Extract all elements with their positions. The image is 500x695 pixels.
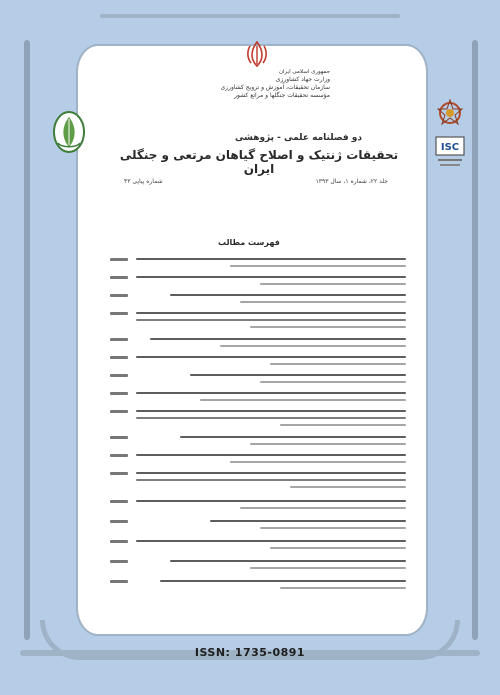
- toc-authors: [200, 399, 406, 401]
- isc-text: ISC: [440, 142, 460, 153]
- toc-authors: [260, 283, 406, 285]
- issue-info: جلد ۲۲، شماره ۱، سال ۱۳۹۳: [315, 178, 388, 185]
- serial-number: شماره پیاپی ۴۳: [124, 178, 163, 185]
- isc-logo-icon: [430, 95, 470, 215]
- toc-entry: [136, 454, 406, 456]
- toc-entry: [170, 294, 406, 296]
- frame-top-line: [100, 14, 400, 18]
- toc-authors: [230, 461, 406, 463]
- toc-authors: [220, 345, 406, 347]
- toc-authors: [250, 443, 406, 445]
- toc-entry: [170, 560, 406, 562]
- toc-page-number: [110, 560, 128, 563]
- toc-authors: [240, 301, 406, 303]
- toc-authors: [230, 265, 406, 267]
- toc-authors: [270, 547, 406, 549]
- header-institute: مؤسسه تحقیقات جنگلها و مراتع کشور: [234, 92, 330, 99]
- header-organization: سازمان تحقیقات، آموزش و ترویج کشاورزی: [220, 84, 330, 91]
- journal-type: دو فصلنامه علمی - پژوهشی: [234, 133, 362, 143]
- toc-page-number: [110, 356, 128, 359]
- toc-authors: [270, 363, 406, 365]
- toc-authors: [240, 507, 406, 509]
- header-ministry: وزارت جهاد کشاورزی: [275, 76, 330, 83]
- toc-page-number: [110, 294, 128, 297]
- toc-page-number: [110, 312, 128, 315]
- toc-entry: [136, 410, 406, 412]
- toc-page-number: [110, 276, 128, 279]
- toc-entry: [150, 338, 406, 340]
- header-country: جمهوری اسلامی ایران: [278, 69, 330, 75]
- toc-page-number: [110, 520, 128, 523]
- frame-left-line: [24, 40, 30, 640]
- toc-page-number: [110, 338, 128, 341]
- toc-entry: [136, 276, 406, 278]
- toc-entry-cont: [136, 319, 406, 321]
- toc-entry-cont: [136, 479, 406, 481]
- toc-page-number: [110, 374, 128, 377]
- toc-entry: [136, 392, 406, 394]
- toc-page-number: [110, 500, 128, 503]
- toc-page-number: [110, 454, 128, 457]
- frame-right-line: [472, 40, 478, 640]
- toc-entry: [136, 500, 406, 502]
- institute-logo-icon: [44, 105, 94, 155]
- journal-title: تحقیقات ژنتیک و اصلاح گیاهان مرتعی و جنگلی ایران: [119, 148, 399, 176]
- iran-emblem-icon: [244, 40, 270, 68]
- toc-page-number: [110, 580, 128, 583]
- toc-entry: [210, 520, 406, 522]
- toc-page-number: [110, 472, 128, 475]
- toc-entry: [136, 356, 406, 358]
- contents-heading: فهرست مطالب: [218, 238, 280, 247]
- issn-number: ISSN: 1735-0891: [194, 646, 306, 659]
- toc-entry: [180, 436, 406, 438]
- toc-authors: [280, 587, 406, 589]
- toc-page-number: [110, 258, 128, 261]
- toc-page-number: [110, 436, 128, 439]
- toc-entry: [190, 374, 406, 376]
- toc-entry: [136, 472, 406, 474]
- toc-entry: [136, 258, 406, 260]
- toc-authors: [260, 381, 406, 383]
- toc-entry: [136, 540, 406, 542]
- toc-authors: [280, 424, 406, 426]
- toc-authors: [250, 326, 406, 328]
- toc-authors: [260, 527, 406, 529]
- table-of-contents: [110, 256, 410, 606]
- toc-entry: [136, 312, 406, 314]
- toc-page-number: [110, 540, 128, 543]
- toc-authors: [290, 486, 406, 488]
- toc-authors: [250, 567, 406, 569]
- toc-page-number: [110, 410, 128, 413]
- toc-entry: [160, 580, 406, 582]
- toc-page-number: [110, 392, 128, 395]
- toc-entry-cont: [136, 417, 406, 419]
